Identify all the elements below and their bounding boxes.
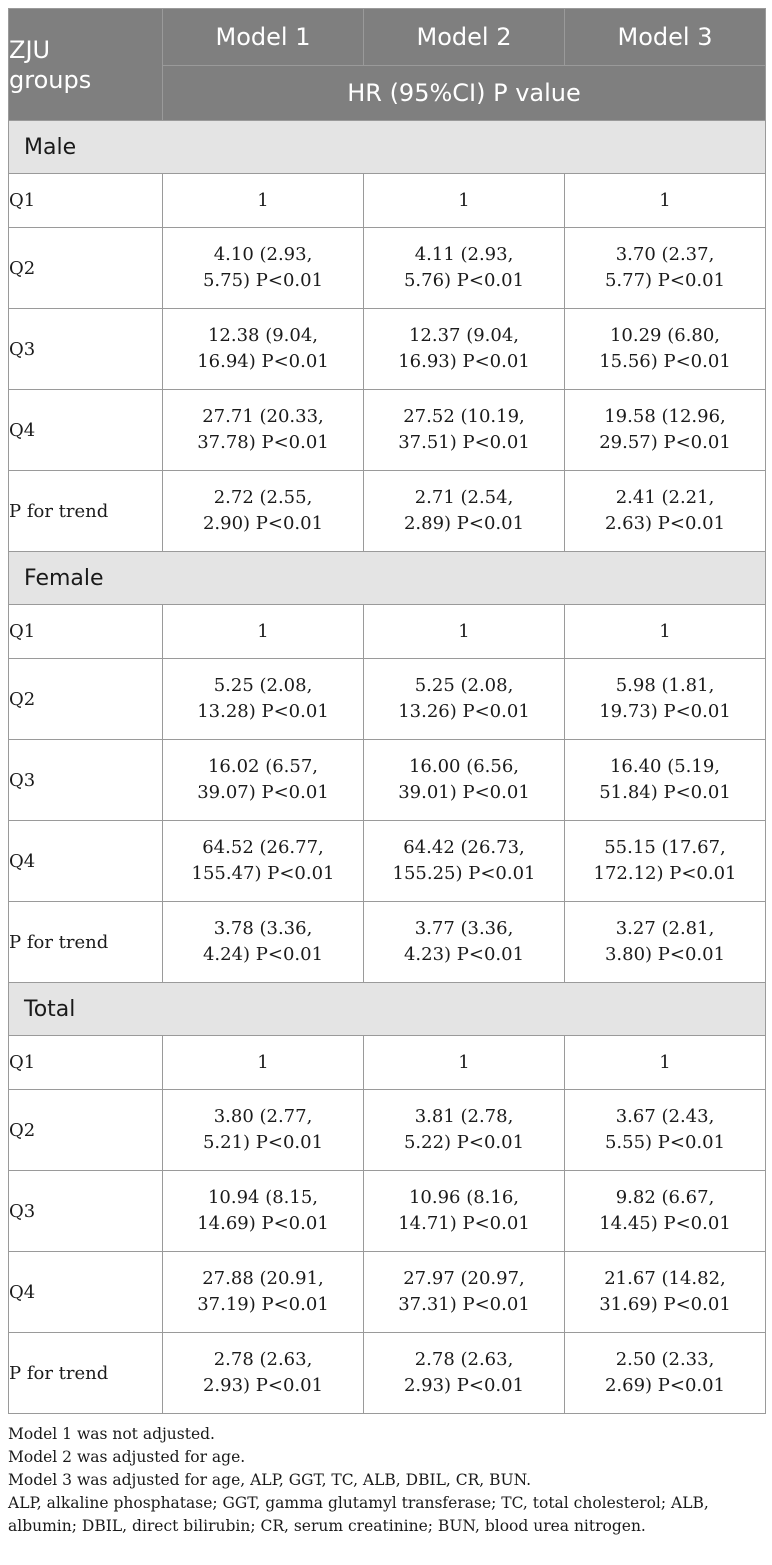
- hr-value-line: 5.77) P<0.01: [604, 270, 726, 291]
- hr-value-line: 37.19) P<0.01: [197, 1294, 329, 1315]
- row-label: P for trend: [9, 1333, 163, 1414]
- hr-value-cell: [364, 1252, 565, 1333]
- table-row: [9, 228, 766, 309]
- table-row: [9, 309, 766, 390]
- hr-value-cell: [163, 390, 364, 471]
- hr-value-line: 5.21) P<0.01: [202, 1132, 324, 1153]
- model-1-header: Model 1: [163, 9, 364, 66]
- hr-value-line: 2.50 (2.33,: [615, 1349, 715, 1370]
- hr-value-line: 21.67 (14.82,: [604, 1268, 726, 1289]
- hr-value-cell: [565, 605, 766, 659]
- row-label: Q1: [9, 605, 163, 659]
- table-row: [9, 1036, 766, 1090]
- hr-value-line: 155.25) P<0.01: [392, 863, 536, 884]
- hr-value-line: 5.25 (2.08,: [213, 675, 313, 696]
- row-label: Q3: [9, 740, 163, 821]
- hr-value-cell: [364, 902, 565, 983]
- hr-value-cell: [163, 1333, 364, 1414]
- hr-value-line: 172.12) P<0.01: [593, 863, 737, 884]
- hr-value-line: 16.00 (6.56,: [408, 756, 520, 777]
- hr-value-line: 27.97 (20.97,: [403, 1268, 525, 1289]
- hr-value-cell: [565, 1090, 766, 1171]
- table-row: [9, 659, 766, 740]
- hr-value-line: 1: [257, 189, 269, 211]
- hr-value-line: 2.69) P<0.01: [604, 1375, 726, 1396]
- corner-line-2: groups: [9, 65, 92, 94]
- hr-value-line: 14.69) P<0.01: [197, 1213, 329, 1234]
- hr-value-cell: [364, 228, 565, 309]
- hr-value-line: 3.67 (2.43,: [615, 1106, 715, 1127]
- hr-value-line: 1: [659, 620, 671, 642]
- hr-value-line: 1: [458, 1051, 470, 1073]
- row-label: Q2: [9, 659, 163, 740]
- hr-value-cell: [565, 821, 766, 902]
- hr-value-cell: [163, 1252, 364, 1333]
- hr-value-line: 13.26) P<0.01: [398, 701, 530, 722]
- hr-value-line: 3.77 (3.36,: [414, 918, 514, 939]
- section-title: Female: [9, 552, 766, 605]
- hr-value-line: 4.11 (2.93,: [414, 244, 514, 265]
- hr-value-line: 4.23) P<0.01: [403, 944, 525, 965]
- statistic-header: HR (95%CI) P value: [163, 66, 766, 121]
- section-header-row: [9, 552, 766, 605]
- hr-value-cell: [163, 309, 364, 390]
- hr-value-cell: [565, 174, 766, 228]
- hr-value-cell: [565, 1171, 766, 1252]
- hr-value-line: 2.89) P<0.01: [403, 513, 525, 534]
- hr-value-line: 13.28) P<0.01: [197, 701, 329, 722]
- table-body: [9, 121, 766, 1414]
- table-header: [9, 9, 766, 121]
- hr-value-cell: [364, 174, 565, 228]
- hr-value-line: 4.24) P<0.01: [202, 944, 324, 965]
- hr-value-line: 19.73) P<0.01: [599, 701, 731, 722]
- table-footnotes: [8, 1423, 764, 1538]
- hr-value-cell: [364, 1036, 565, 1090]
- hr-value-line: 16.40 (5.19,: [609, 756, 721, 777]
- hr-value-line: 16.94) P<0.01: [197, 351, 329, 372]
- hr-value-line: 5.75) P<0.01: [202, 270, 324, 291]
- hr-value-cell: [163, 740, 364, 821]
- row-label: Q3: [9, 1171, 163, 1252]
- hr-value-cell: [163, 471, 364, 552]
- hr-value-line: 31.69) P<0.01: [599, 1294, 731, 1315]
- table-row: [9, 1171, 766, 1252]
- hr-value-line: 4.10 (2.93,: [213, 244, 313, 265]
- hr-value-line: 14.71) P<0.01: [398, 1213, 530, 1234]
- hr-value-cell: [565, 390, 766, 471]
- hr-value-cell: [163, 1090, 364, 1171]
- hr-value-line: 16.93) P<0.01: [398, 351, 530, 372]
- hr-value-line: 51.84) P<0.01: [599, 782, 731, 803]
- table-row: [9, 1252, 766, 1333]
- hr-value-line: 27.71 (20.33,: [202, 406, 324, 427]
- model-3-header: Model 3: [565, 9, 766, 66]
- hr-value-line: 5.55) P<0.01: [604, 1132, 726, 1153]
- hr-value-cell: [163, 605, 364, 659]
- hr-value-line: 1: [458, 620, 470, 642]
- hr-value-line: 39.01) P<0.01: [398, 782, 530, 803]
- row-label: Q3: [9, 309, 163, 390]
- row-label: Q4: [9, 390, 163, 471]
- zju-groups-header: [9, 9, 163, 121]
- hr-value-cell: [364, 309, 565, 390]
- hr-value-line: 2.90) P<0.01: [202, 513, 324, 534]
- hr-value-cell: [364, 1171, 565, 1252]
- hr-value-cell: [364, 605, 565, 659]
- hr-value-cell: [163, 228, 364, 309]
- hr-value-cell: [163, 659, 364, 740]
- hr-value-line: 9.82 (6.67,: [615, 1187, 715, 1208]
- hr-value-cell: [565, 1036, 766, 1090]
- hr-value-line: 19.58 (12.96,: [604, 406, 726, 427]
- hr-value-cell: [163, 1036, 364, 1090]
- corner-line-1: ZJU: [9, 35, 51, 64]
- hr-value-line: 37.31) P<0.01: [398, 1294, 530, 1315]
- hr-value-cell: [364, 1090, 565, 1171]
- hr-value-cell: [565, 1252, 766, 1333]
- hr-value-cell: [565, 309, 766, 390]
- row-label: P for trend: [9, 902, 163, 983]
- hr-value-line: 15.56) P<0.01: [599, 351, 731, 372]
- footnote: ALP, alkaline phosphatase; GGT, gamma glutamyl transferase; TC, total cholesterol; ALB, albumin; DBIL, direct bilirubin; CR, serum creatinine; BUN, blood urea nitrogen.: [8, 1494, 709, 1535]
- hr-value-line: 64.52 (26.77,: [202, 837, 324, 858]
- hazard-ratio-table: [8, 8, 766, 1414]
- footnote: Model 1 was not adjusted.: [8, 1425, 215, 1443]
- hr-value-line: 37.51) P<0.01: [398, 432, 530, 453]
- footnote: Model 2 was adjusted for age.: [8, 1448, 246, 1466]
- table-row: [9, 1333, 766, 1414]
- hr-value-line: 27.52 (10.19,: [403, 406, 525, 427]
- hr-value-line: 27.88 (20.91,: [202, 1268, 324, 1289]
- hr-value-line: 12.38 (9.04,: [207, 325, 319, 346]
- table-row: [9, 471, 766, 552]
- table-row: [9, 605, 766, 659]
- hr-value-line: 2.63) P<0.01: [604, 513, 726, 534]
- hr-value-cell: [565, 659, 766, 740]
- hr-value-cell: [163, 821, 364, 902]
- hr-value-line: 2.72 (2.55,: [213, 487, 313, 508]
- table-row: [9, 390, 766, 471]
- section-header-row: [9, 983, 766, 1036]
- hr-value-line: 2.78 (2.63,: [414, 1349, 514, 1370]
- hr-value-cell: [364, 471, 565, 552]
- hr-value-line: 3.78 (3.36,: [213, 918, 313, 939]
- hr-value-line: 1: [659, 189, 671, 211]
- hr-value-line: 10.96 (8.16,: [408, 1187, 520, 1208]
- table-row: [9, 174, 766, 228]
- hr-value-cell: [364, 659, 565, 740]
- hr-value-line: 155.47) P<0.01: [191, 863, 335, 884]
- row-label: Q4: [9, 821, 163, 902]
- hr-value-line: 1: [257, 620, 269, 642]
- hr-value-line: 5.25 (2.08,: [414, 675, 514, 696]
- hr-value-line: 3.80) P<0.01: [604, 944, 726, 965]
- table-row: [9, 902, 766, 983]
- hr-value-line: 64.42 (26.73,: [403, 837, 525, 858]
- hr-table-figure: [8, 8, 764, 1538]
- hr-value-cell: [565, 902, 766, 983]
- row-label: Q1: [9, 174, 163, 228]
- hr-value-line: 29.57) P<0.01: [599, 432, 731, 453]
- hr-value-line: 3.80 (2.77,: [213, 1106, 313, 1127]
- model-2-header: Model 2: [364, 9, 565, 66]
- hr-value-line: 55.15 (17.67,: [604, 837, 726, 858]
- hr-value-line: 5.76) P<0.01: [403, 270, 525, 291]
- table-row: [9, 740, 766, 821]
- hr-value-cell: [565, 740, 766, 821]
- section-title: Total: [9, 983, 766, 1036]
- hr-value-line: 2.71 (2.54,: [414, 487, 514, 508]
- hr-value-line: 12.37 (9.04,: [408, 325, 520, 346]
- hr-value-line: 1: [458, 189, 470, 211]
- hr-value-cell: [163, 902, 364, 983]
- hr-value-line: 1: [659, 1051, 671, 1073]
- hr-value-line: 39.07) P<0.01: [197, 782, 329, 803]
- hr-value-cell: [565, 471, 766, 552]
- hr-value-line: 10.94 (8.15,: [207, 1187, 319, 1208]
- hr-value-cell: [163, 1171, 364, 1252]
- hr-value-line: 2.41 (2.21,: [615, 487, 715, 508]
- hr-value-line: 3.27 (2.81,: [615, 918, 715, 939]
- row-label: P for trend: [9, 471, 163, 552]
- hr-value-line: 5.98 (1.81,: [615, 675, 715, 696]
- row-label: Q4: [9, 1252, 163, 1333]
- table-row: [9, 821, 766, 902]
- section-title: Male: [9, 121, 766, 174]
- hr-value-line: 14.45) P<0.01: [599, 1213, 731, 1234]
- hr-value-cell: [364, 390, 565, 471]
- hr-value-cell: [163, 174, 364, 228]
- hr-value-line: 2.93) P<0.01: [403, 1375, 525, 1396]
- hr-value-line: 5.22) P<0.01: [403, 1132, 525, 1153]
- hr-value-cell: [364, 1333, 565, 1414]
- footnote: Model 3 was adjusted for age, ALP, GGT, TC, ALB, DBIL, CR, BUN.: [8, 1471, 532, 1489]
- hr-value-line: 1: [257, 1051, 269, 1073]
- row-label: Q1: [9, 1036, 163, 1090]
- hr-value-cell: [565, 1333, 766, 1414]
- table-row: [9, 1090, 766, 1171]
- hr-value-line: 3.81 (2.78,: [414, 1106, 514, 1127]
- hr-value-cell: [364, 740, 565, 821]
- hr-value-cell: [565, 228, 766, 309]
- hr-value-line: 2.78 (2.63,: [213, 1349, 313, 1370]
- hr-value-line: 37.78) P<0.01: [197, 432, 329, 453]
- hr-value-cell: [364, 821, 565, 902]
- hr-value-line: 10.29 (6.80,: [609, 325, 721, 346]
- hr-value-line: 2.93) P<0.01: [202, 1375, 324, 1396]
- section-header-row: [9, 121, 766, 174]
- row-label: Q2: [9, 1090, 163, 1171]
- hr-value-line: 3.70 (2.37,: [615, 244, 715, 265]
- row-label: Q2: [9, 228, 163, 309]
- hr-value-line: 16.02 (6.57,: [207, 756, 319, 777]
